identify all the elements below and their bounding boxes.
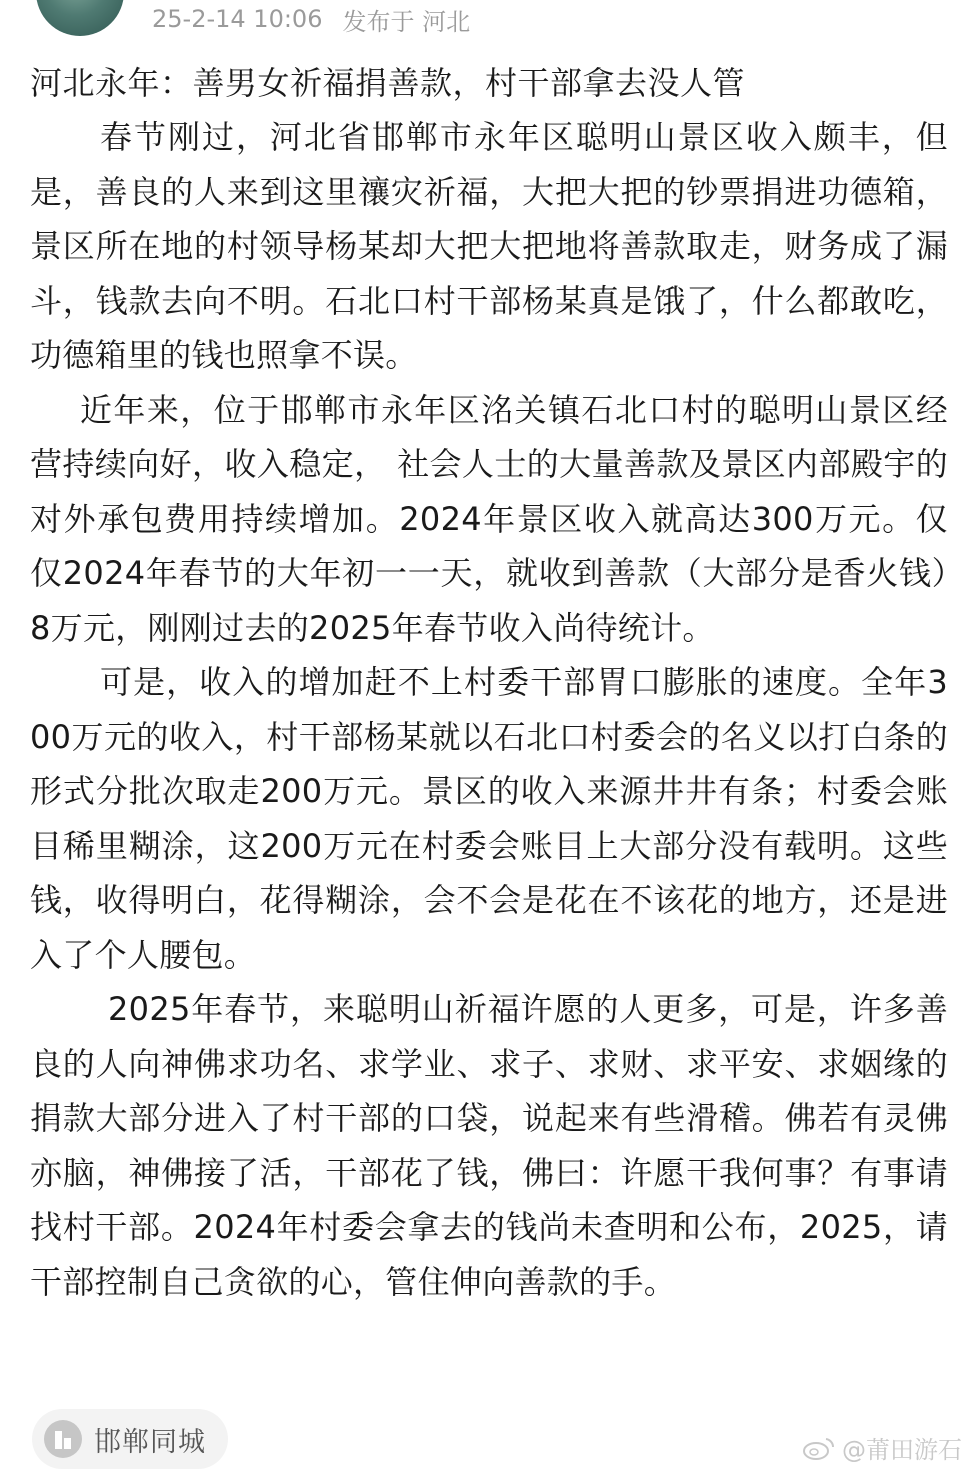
article-paragraph-4: 2025年春节，来聪明山祈福许愿的人更多，可是，许多善良的人向神佛求功名、求学业、求子、求财、求平安、求姻缘的捐款大部分进入了村干部的口袋，说起来有些滑稽。佛若有灵佛亦脑，神佛接了活，干部花了钱，佛曰：许愿干我何事？有事请找村干部。2024年村委会拿去的钱尚未查明和公布，2025，请干部控制自己贪欲的心，管住伸向善款的手。	[30, 990, 948, 1301]
article-paragraph-2: 近年来，位于邯郸市永年区洺关镇石北口村的聪明山景区经营持续向好，收入稳定， 社会人士的大量善款及景区内部殿宇的对外承包费用持续增加。2024年景区收入就高达300万元。仅仅2024年春节的大年初一一天，就收到善款（大部分是香火钱）8万元，刚刚过去的2025年春节收入尚待统计。	[30, 390, 948, 647]
post-location: 发布于 河北	[342, 7, 471, 36]
article-paragraph-1: 春节刚过，河北省邯郸市永年区聪明山景区收入颇丰，但是，善良的人来到这里禳灾祈福，大把大把的钞票捐进功德箱，景区所在地的村领导杨某却大把大把地将善款取走，财务成了漏斗，钱款去向不明。石北口村干部杨某真是饿了，什么都敢吃，功德箱里的钱也照拿不误。	[30, 118, 948, 374]
watermark	[802, 1430, 962, 1465]
topic-tag[interactable]	[32, 1409, 228, 1469]
author-avatar[interactable]	[36, 0, 124, 36]
topic-tag-label: 邯郸同城	[94, 1426, 206, 1458]
post-meta	[152, 2, 470, 36]
post-date: 25-2-14 10:06	[152, 5, 323, 33]
article-body	[30, 60, 948, 1309]
city-buildings-icon	[44, 1420, 82, 1458]
article-paragraph-3: 可是，收入的增加赶不上村委干部胃口膨胀的速度。全年300万元的收入，村干部杨某就以石北口村委会的名义以打白条的形式分批次取走200万元。景区的收入来源井井有条；村委会账目稀里糊涂，这200万元在村委会账目上大部分没有载明。这些钱，收得明白，花得糊涂，会不会是花在不该花的地方，还是进入了个人腰包。	[30, 663, 948, 974]
watermark-text: @莆田游石	[842, 1436, 962, 1464]
article-title: 河北永年：善男女祈福捐善款，村干部拿去没人管	[30, 64, 746, 102]
weibo-icon	[802, 1435, 836, 1461]
